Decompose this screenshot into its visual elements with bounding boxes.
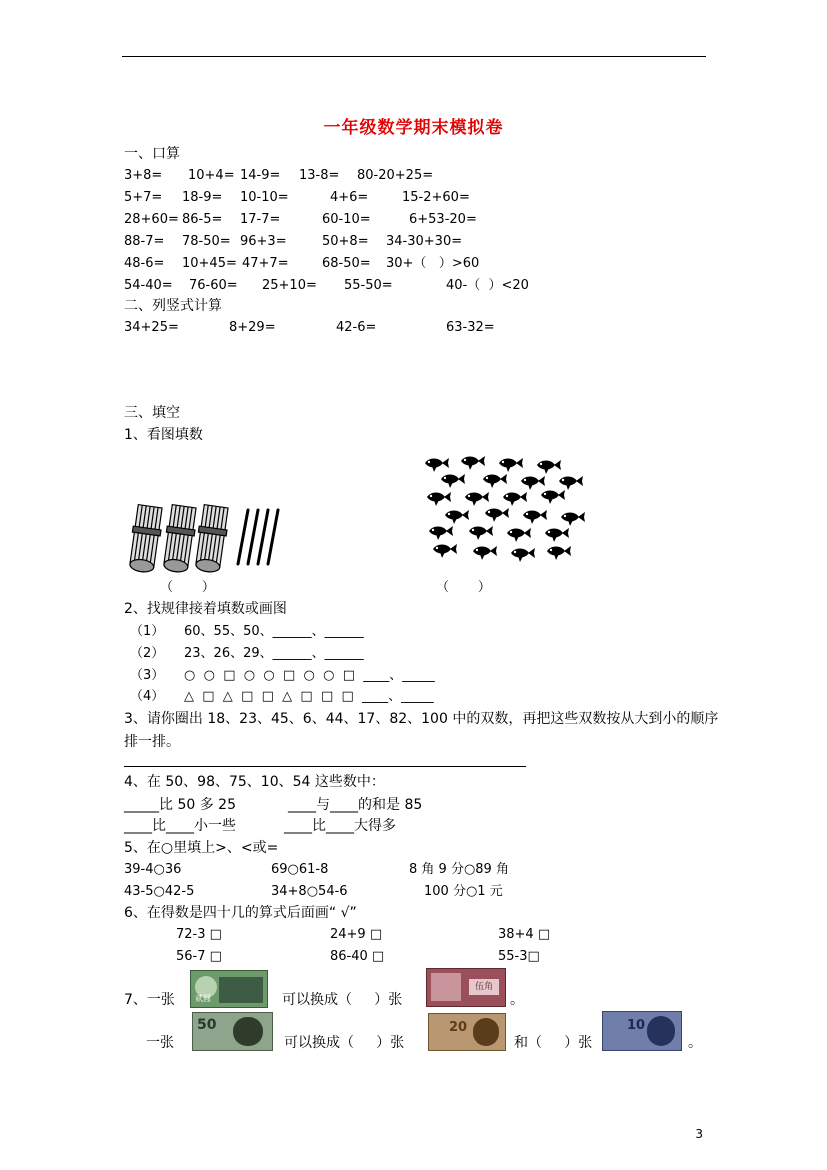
q4-item: ____比____大得多 — [284, 818, 396, 834]
oral-item: 3+8= — [124, 168, 163, 183]
oral-item: 48-6= — [124, 256, 165, 271]
fish-icon — [485, 508, 509, 522]
oral-item: 4+6= — [330, 190, 369, 205]
q5-item: 34+8○54-6 — [271, 884, 348, 899]
q7-row1-prefix: 7、一张 — [124, 992, 175, 1008]
q6-label: 6、在得数是四十几的算式后面画“ √” — [124, 905, 357, 921]
fish-icon — [429, 526, 453, 540]
oral-item: 10-10= — [240, 190, 289, 205]
banknote-5-jiao: 伍角 — [426, 968, 506, 1007]
fish-icon — [441, 474, 465, 488]
page-number: 3 — [695, 1127, 703, 1141]
q2-row-seq: ○ ○ □ ○ ○ □ ○ ○ □ ____、_____ — [184, 668, 435, 683]
fish-picture — [420, 453, 595, 573]
q3-text-line1: 3、请你圈出 18、23、45、6、44、17、82、100 中的双数，再把这些双数按从大到小的顺序 — [124, 711, 719, 727]
q2-row-seq: △ □ △ □ □ △ □ □ □ ____、_____ — [184, 689, 434, 704]
q6-item: 24+9 □ — [330, 927, 383, 942]
fish-icon — [469, 526, 493, 540]
q6-item: 86-40 □ — [330, 949, 385, 964]
q2-row-seq: 23、26、29、______、______ — [184, 646, 364, 661]
header-rule — [122, 56, 706, 57]
fish-icon — [523, 510, 547, 524]
q2-row-num: （4） — [130, 689, 165, 704]
q5-item: 100 分○1 元 — [424, 884, 503, 899]
oral-item: 76-60= — [189, 278, 238, 293]
section-2-heading: 二、列竖式计算 — [124, 298, 222, 314]
q1-blank-right: （ ） — [436, 580, 491, 595]
fish-icon — [511, 548, 535, 562]
section-3-heading: 三、填空 — [124, 405, 180, 421]
portrait-icon — [233, 1017, 263, 1046]
q2-row-num: （2） — [130, 646, 165, 661]
oral-item: 78-50= — [182, 234, 231, 249]
q6-item: 56-7 □ — [176, 949, 222, 964]
q5-item: 39-4○36 — [124, 862, 182, 877]
vertical-calc-item: 42-6= — [336, 320, 377, 335]
oral-item: 68-50= — [322, 256, 371, 271]
q2-row-num: （1） — [130, 624, 165, 639]
oral-item: 13-8= — [299, 168, 340, 183]
q2-row-seq: 60、55、50、______、______ — [184, 624, 364, 639]
oral-item: 54-40= — [124, 278, 173, 293]
vertical-calc-item: 63-32= — [446, 320, 495, 335]
fish-icon — [547, 546, 571, 560]
oral-item: 86-5= — [182, 212, 223, 227]
q5-label: 5、在○里填上>、<或= — [124, 840, 279, 856]
oral-item: 96+3= — [240, 234, 287, 249]
q2-label: 2、找规律接着填数或画图 — [124, 601, 287, 617]
q4-item: ____与____的和是 85 — [288, 797, 423, 813]
q6-item: 55-3□ — [498, 949, 540, 964]
oral-item: 30+（ ）>60 — [386, 256, 480, 271]
fish-icon — [537, 460, 561, 474]
fish-icon — [465, 492, 489, 506]
banknote-2-yuan: 贰圆 — [190, 970, 268, 1008]
q7-row2-and: 和（ ）张 — [514, 1035, 593, 1051]
q6-item: 72-3 □ — [176, 927, 222, 942]
oral-item: 60-10= — [322, 212, 371, 227]
vertical-calc-item: 34+25= — [124, 320, 179, 335]
portrait-icon — [647, 1016, 675, 1046]
q2-row-num: （3） — [130, 668, 165, 683]
fish-icon — [545, 528, 569, 542]
page-title: 一年级数学期末模拟卷 — [323, 118, 504, 138]
fish-icon — [473, 546, 497, 560]
banknote-20-yuan: 20 — [428, 1013, 506, 1051]
fish-icon — [521, 476, 545, 490]
fish-icon — [561, 512, 585, 526]
oral-item: 34-30+30= — [386, 234, 463, 249]
portrait-icon — [473, 1018, 499, 1046]
q6-item: 38+4 □ — [498, 927, 551, 942]
oral-item: 80-20+25= — [357, 168, 434, 183]
fish-icon — [445, 510, 469, 524]
fish-icon — [433, 544, 457, 558]
oral-item: 15-2+60= — [402, 190, 470, 205]
fish-icon — [503, 492, 527, 506]
oral-item: 50+8= — [322, 234, 369, 249]
stick-bundles-picture — [124, 500, 294, 572]
fish-icon — [425, 458, 449, 472]
q3-text-line2: 排一排。 — [124, 734, 180, 750]
oral-item: 25+10= — [262, 278, 317, 293]
q4-item: ____比____小一些 — [124, 818, 236, 834]
q7-row2-prefix: 一张 — [146, 1035, 174, 1051]
oral-item: 5+7= — [124, 190, 163, 205]
banknote-10-yuan: 10 — [602, 1011, 682, 1051]
oral-item: 6+53-20= — [409, 212, 477, 227]
portrait-icon — [431, 973, 461, 1001]
oral-item: 18-9= — [182, 190, 223, 205]
fish-icon — [507, 528, 531, 542]
oral-item: 10+45= — [182, 256, 237, 271]
oral-item: 55-50= — [344, 278, 393, 293]
oral-item: 28+60= — [124, 212, 179, 227]
q7-row2-mid: 可以换成（ ）张 — [284, 1035, 405, 1051]
oral-item: 40-（ ）<20 — [446, 278, 529, 293]
oral-item: 17-7= — [240, 212, 281, 227]
oral-item: 14-9= — [240, 168, 281, 183]
banknote-50-yuan: 50 — [192, 1012, 273, 1051]
portrait-icon — [219, 977, 263, 1003]
q1-blank-left: （ ） — [160, 580, 215, 595]
fish-icon — [499, 458, 523, 472]
fish-icon — [559, 476, 583, 490]
q4-item: _____比 50 多 25 — [124, 797, 236, 813]
oral-item: 10+4= — [188, 168, 235, 183]
fish-icon — [483, 474, 507, 488]
oral-item: 47+7= — [242, 256, 289, 271]
q5-item: 43-5○42-5 — [124, 884, 195, 899]
q7-row2-end: 。 — [688, 1035, 702, 1051]
oral-item: 88-7= — [124, 234, 165, 249]
vertical-calc-item: 8+29= — [229, 320, 276, 335]
fish-icon — [427, 492, 451, 506]
q4-label: 4、在 50、98、75、10、54 这些数中： — [124, 774, 385, 790]
section-1-heading: 一、口算 — [124, 146, 180, 162]
q5-item: 69○61-8 — [271, 862, 329, 877]
q7-row1-end: 。 — [510, 992, 524, 1008]
fish-icon — [461, 456, 485, 470]
q5-item: 8 角 9 分○89 角 — [409, 862, 509, 877]
fish-icon — [541, 490, 565, 504]
q7-row1-mid: 可以换成（ ）张 — [282, 992, 403, 1008]
q3-answer-line — [124, 766, 526, 767]
q1-label: 1、看图填数 — [124, 427, 203, 443]
